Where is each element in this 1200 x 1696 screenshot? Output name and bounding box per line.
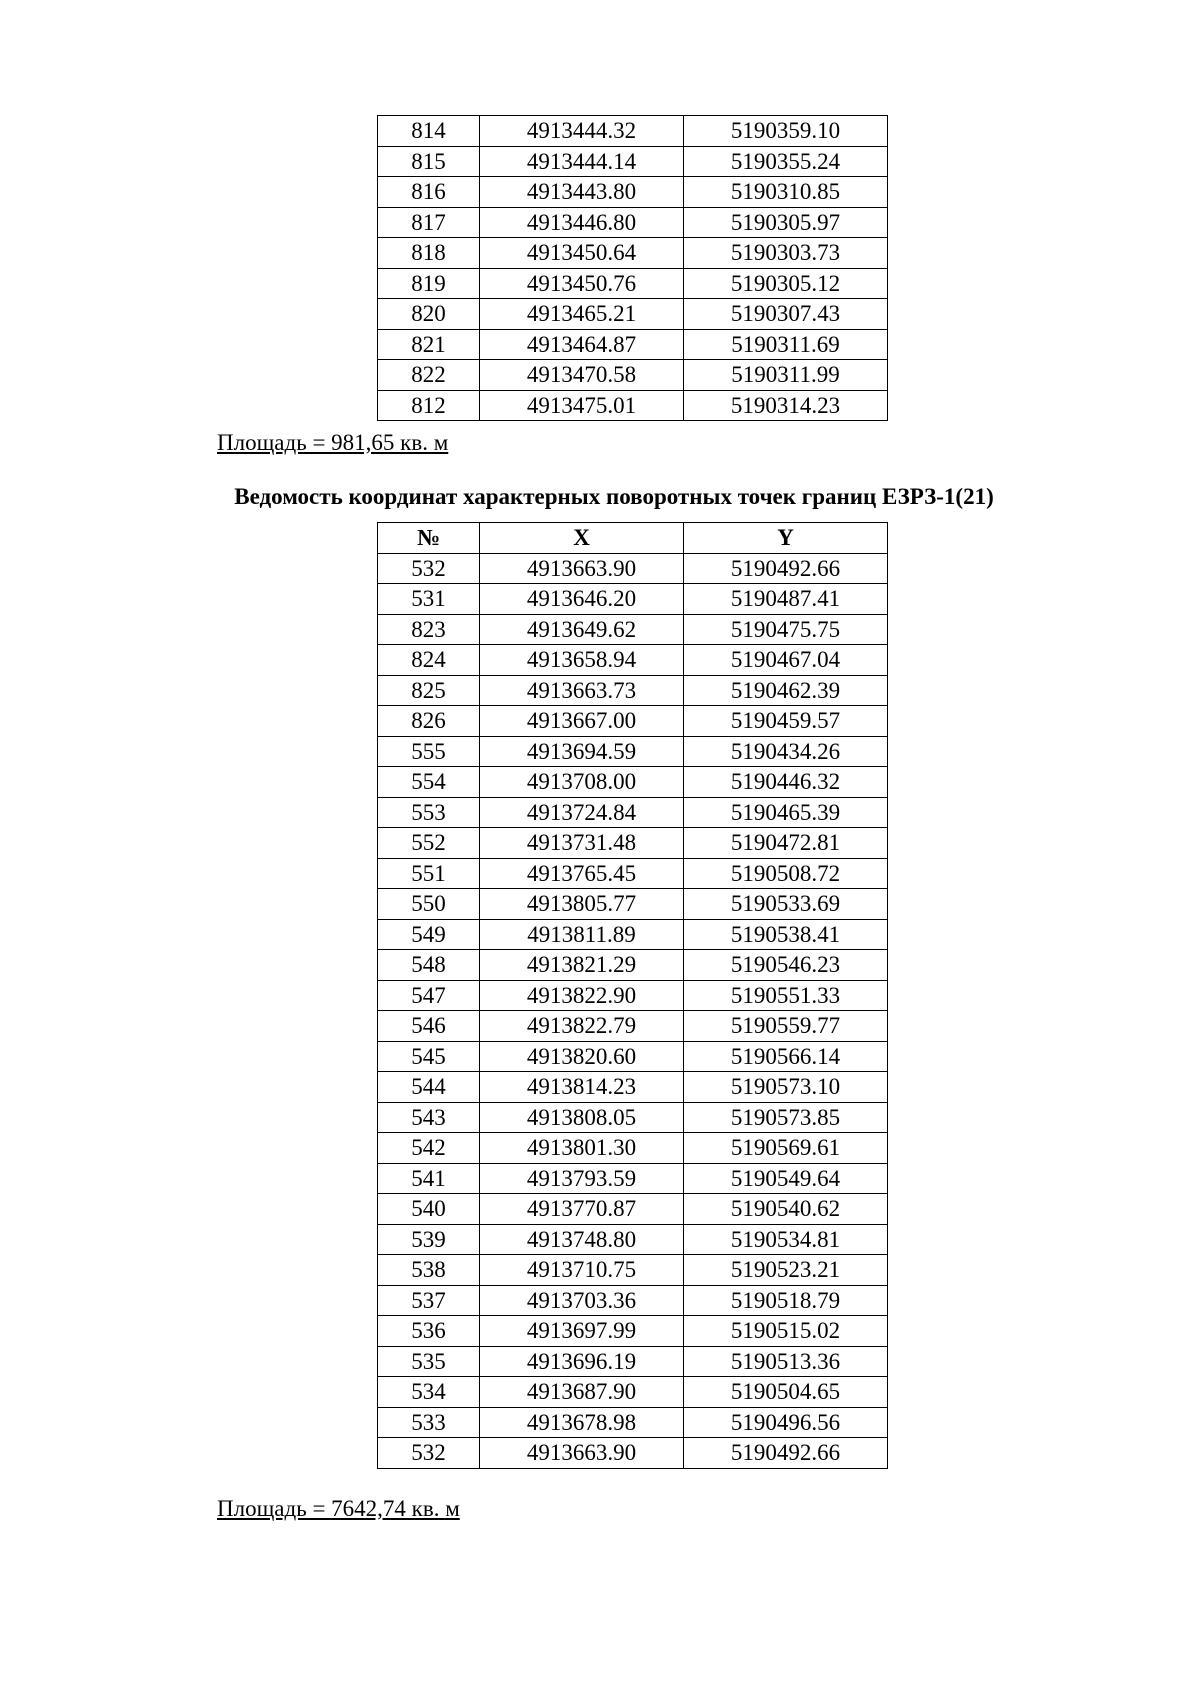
y-coordinate-cell: 5190569.61 bbox=[684, 1133, 888, 1164]
table-row bbox=[378, 553, 888, 584]
table-row bbox=[378, 706, 888, 737]
point-number-cell: 817 bbox=[378, 207, 480, 238]
y-coordinate-cell: 5190359.10 bbox=[684, 116, 888, 147]
point-number-cell: 532 bbox=[378, 553, 480, 584]
x-coordinate-cell: 4913663.73 bbox=[480, 675, 684, 706]
y-coordinate-cell: 5190462.39 bbox=[684, 675, 888, 706]
y-coordinate-cell: 5190504.65 bbox=[684, 1377, 888, 1408]
table-row bbox=[378, 767, 888, 798]
point-number-cell: 542 bbox=[378, 1133, 480, 1164]
x-coordinate-cell: 4913464.87 bbox=[480, 329, 684, 360]
y-coordinate-cell: 5190311.99 bbox=[684, 360, 888, 391]
point-number-cell: 554 bbox=[378, 767, 480, 798]
x-coordinate-cell: 4913470.58 bbox=[480, 360, 684, 391]
point-number-cell: 536 bbox=[378, 1316, 480, 1347]
point-number-cell: 814 bbox=[378, 116, 480, 147]
x-coordinate-cell: 4913808.05 bbox=[480, 1102, 684, 1133]
table-row bbox=[378, 1285, 888, 1316]
y-coordinate-cell: 5190472.81 bbox=[684, 828, 888, 859]
point-number-cell: 533 bbox=[378, 1407, 480, 1438]
header-row bbox=[378, 523, 888, 554]
x-coordinate-cell: 4913793.59 bbox=[480, 1163, 684, 1194]
y-coordinate-cell: 5190314.23 bbox=[684, 390, 888, 421]
point-number-cell: 824 bbox=[378, 645, 480, 676]
table-heading: Ведомость координат характерных поворотных точек границ ЕЗРЗ-1(21) bbox=[234, 484, 994, 509]
y-coordinate-cell: 5190496.56 bbox=[684, 1407, 888, 1438]
table-row bbox=[378, 919, 888, 950]
area-summary: Площадь = 981,65 кв. м bbox=[217, 430, 449, 455]
point-number-cell: 826 bbox=[378, 706, 480, 737]
x-coordinate-cell: 4913708.00 bbox=[480, 767, 684, 798]
table-row bbox=[378, 950, 888, 981]
x-coordinate-cell: 4913748.80 bbox=[480, 1224, 684, 1255]
x-coordinate-cell: 4913465.21 bbox=[480, 299, 684, 330]
x-coordinate-cell: 4913667.00 bbox=[480, 706, 684, 737]
table-row bbox=[378, 1133, 888, 1164]
point-number-cell: 549 bbox=[378, 919, 480, 950]
point-number-cell: 820 bbox=[378, 299, 480, 330]
y-coordinate-cell: 5190566.14 bbox=[684, 1041, 888, 1072]
coordinates-table-continued bbox=[377, 115, 888, 421]
y-coordinate-cell: 5190311.69 bbox=[684, 329, 888, 360]
x-coordinate-cell: 4913822.90 bbox=[480, 980, 684, 1011]
table-row bbox=[378, 207, 888, 238]
point-number-cell: 551 bbox=[378, 858, 480, 889]
table-row bbox=[378, 858, 888, 889]
point-number-cell: 538 bbox=[378, 1255, 480, 1286]
y-coordinate-cell: 5190518.79 bbox=[684, 1285, 888, 1316]
x-coordinate-cell: 4913765.45 bbox=[480, 858, 684, 889]
x-coordinate-cell: 4913814.23 bbox=[480, 1072, 684, 1103]
table-row bbox=[378, 1102, 888, 1133]
table-row bbox=[378, 1255, 888, 1286]
table-row bbox=[378, 329, 888, 360]
y-coordinate-cell: 5190533.69 bbox=[684, 889, 888, 920]
point-number-cell: 548 bbox=[378, 950, 480, 981]
point-number-cell: 546 bbox=[378, 1011, 480, 1042]
y-coordinate-cell: 5190523.21 bbox=[684, 1255, 888, 1286]
table-row bbox=[378, 1041, 888, 1072]
coordinates-table-body bbox=[378, 116, 888, 421]
y-coordinate-cell: 5190465.39 bbox=[684, 797, 888, 828]
x-coordinate-cell: 4913820.60 bbox=[480, 1041, 684, 1072]
point-number-cell: 812 bbox=[378, 390, 480, 421]
table-row bbox=[378, 980, 888, 1011]
point-number-cell: 552 bbox=[378, 828, 480, 859]
y-coordinate-cell: 5190538.41 bbox=[684, 919, 888, 950]
x-coordinate-cell: 4913443.80 bbox=[480, 177, 684, 208]
point-number-cell: 541 bbox=[378, 1163, 480, 1194]
point-number-cell: 816 bbox=[378, 177, 480, 208]
coordinates-table-ezrz bbox=[377, 522, 888, 1469]
table-row bbox=[378, 177, 888, 208]
table-row bbox=[378, 268, 888, 299]
table-row bbox=[378, 584, 888, 615]
table-row bbox=[378, 1316, 888, 1347]
table-row bbox=[378, 889, 888, 920]
table-row bbox=[378, 645, 888, 676]
column-header-x: X bbox=[480, 523, 684, 554]
table-row bbox=[378, 736, 888, 767]
x-coordinate-cell: 4913444.32 bbox=[480, 116, 684, 147]
y-coordinate-cell: 5190559.77 bbox=[684, 1011, 888, 1042]
y-coordinate-cell: 5190303.73 bbox=[684, 238, 888, 269]
y-coordinate-cell: 5190475.75 bbox=[684, 614, 888, 645]
y-coordinate-cell: 5190459.57 bbox=[684, 706, 888, 737]
y-coordinate-cell: 5190492.66 bbox=[684, 1438, 888, 1469]
table-row bbox=[378, 1346, 888, 1377]
y-coordinate-cell: 5190467.04 bbox=[684, 645, 888, 676]
point-number-cell: 547 bbox=[378, 980, 480, 1011]
table-row bbox=[378, 360, 888, 391]
point-number-cell: 822 bbox=[378, 360, 480, 391]
x-coordinate-cell: 4913710.75 bbox=[480, 1255, 684, 1286]
point-number-cell: 537 bbox=[378, 1285, 480, 1316]
x-coordinate-cell: 4913658.94 bbox=[480, 645, 684, 676]
y-coordinate-cell: 5190434.26 bbox=[684, 736, 888, 767]
x-coordinate-cell: 4913475.01 bbox=[480, 390, 684, 421]
y-coordinate-cell: 5190513.36 bbox=[684, 1346, 888, 1377]
x-coordinate-cell: 4913450.64 bbox=[480, 238, 684, 269]
y-coordinate-cell: 5190546.23 bbox=[684, 950, 888, 981]
table-row bbox=[378, 675, 888, 706]
table-row bbox=[378, 1011, 888, 1042]
y-coordinate-cell: 5190305.97 bbox=[684, 207, 888, 238]
point-number-cell: 823 bbox=[378, 614, 480, 645]
area-summary: Площадь = 7642,74 кв. м bbox=[217, 1496, 460, 1521]
table-row bbox=[378, 797, 888, 828]
point-number-cell: 553 bbox=[378, 797, 480, 828]
x-coordinate-cell: 4913731.48 bbox=[480, 828, 684, 859]
point-number-cell: 543 bbox=[378, 1102, 480, 1133]
point-number-cell: 815 bbox=[378, 146, 480, 177]
table-row bbox=[378, 828, 888, 859]
column-header-number: № bbox=[378, 523, 480, 554]
table-row bbox=[378, 1438, 888, 1469]
point-number-cell: 539 bbox=[378, 1224, 480, 1255]
point-number-cell: 821 bbox=[378, 329, 480, 360]
y-coordinate-cell: 5190549.64 bbox=[684, 1163, 888, 1194]
y-coordinate-cell: 5190307.43 bbox=[684, 299, 888, 330]
y-coordinate-cell: 5190492.66 bbox=[684, 553, 888, 584]
point-number-cell: 531 bbox=[378, 584, 480, 615]
x-coordinate-cell: 4913770.87 bbox=[480, 1194, 684, 1225]
y-coordinate-cell: 5190446.32 bbox=[684, 767, 888, 798]
y-coordinate-cell: 5190540.62 bbox=[684, 1194, 888, 1225]
point-number-cell: 555 bbox=[378, 736, 480, 767]
table-row bbox=[378, 1163, 888, 1194]
x-coordinate-cell: 4913678.98 bbox=[480, 1407, 684, 1438]
point-number-cell: 534 bbox=[378, 1377, 480, 1408]
x-coordinate-cell: 4913649.62 bbox=[480, 614, 684, 645]
x-coordinate-cell: 4913444.14 bbox=[480, 146, 684, 177]
table-row bbox=[378, 390, 888, 421]
x-coordinate-cell: 4913811.89 bbox=[480, 919, 684, 950]
x-coordinate-cell: 4913446.80 bbox=[480, 207, 684, 238]
table-row bbox=[378, 1377, 888, 1408]
point-number-cell: 540 bbox=[378, 1194, 480, 1225]
x-coordinate-cell: 4913687.90 bbox=[480, 1377, 684, 1408]
table-row bbox=[378, 238, 888, 269]
point-number-cell: 535 bbox=[378, 1346, 480, 1377]
x-coordinate-cell: 4913703.36 bbox=[480, 1285, 684, 1316]
y-coordinate-cell: 5190355.24 bbox=[684, 146, 888, 177]
table-header bbox=[378, 523, 888, 554]
point-number-cell: 819 bbox=[378, 268, 480, 299]
x-coordinate-cell: 4913805.77 bbox=[480, 889, 684, 920]
x-coordinate-cell: 4913663.90 bbox=[480, 1438, 684, 1469]
table-row bbox=[378, 1224, 888, 1255]
table-row bbox=[378, 116, 888, 147]
point-number-cell: 544 bbox=[378, 1072, 480, 1103]
x-coordinate-cell: 4913450.76 bbox=[480, 268, 684, 299]
coordinates-table-body bbox=[378, 553, 888, 1468]
x-coordinate-cell: 4913694.59 bbox=[480, 736, 684, 767]
x-coordinate-cell: 4913697.99 bbox=[480, 1316, 684, 1347]
x-coordinate-cell: 4913663.90 bbox=[480, 553, 684, 584]
x-coordinate-cell: 4913696.19 bbox=[480, 1346, 684, 1377]
x-coordinate-cell: 4913801.30 bbox=[480, 1133, 684, 1164]
table-row bbox=[378, 146, 888, 177]
point-number-cell: 545 bbox=[378, 1041, 480, 1072]
y-coordinate-cell: 5190305.12 bbox=[684, 268, 888, 299]
table-row bbox=[378, 299, 888, 330]
column-header-y: Y bbox=[684, 523, 888, 554]
y-coordinate-cell: 5190508.72 bbox=[684, 858, 888, 889]
point-number-cell: 532 bbox=[378, 1438, 480, 1469]
x-coordinate-cell: 4913646.20 bbox=[480, 584, 684, 615]
y-coordinate-cell: 5190515.02 bbox=[684, 1316, 888, 1347]
table-row bbox=[378, 614, 888, 645]
y-coordinate-cell: 5190310.85 bbox=[684, 177, 888, 208]
x-coordinate-cell: 4913822.79 bbox=[480, 1011, 684, 1042]
table-row bbox=[378, 1072, 888, 1103]
point-number-cell: 825 bbox=[378, 675, 480, 706]
y-coordinate-cell: 5190551.33 bbox=[684, 980, 888, 1011]
point-number-cell: 550 bbox=[378, 889, 480, 920]
table-row bbox=[378, 1407, 888, 1438]
y-coordinate-cell: 5190573.85 bbox=[684, 1102, 888, 1133]
table-row bbox=[378, 1194, 888, 1225]
point-number-cell: 818 bbox=[378, 238, 480, 269]
y-coordinate-cell: 5190534.81 bbox=[684, 1224, 888, 1255]
x-coordinate-cell: 4913724.84 bbox=[480, 797, 684, 828]
y-coordinate-cell: 5190573.10 bbox=[684, 1072, 888, 1103]
x-coordinate-cell: 4913821.29 bbox=[480, 950, 684, 981]
y-coordinate-cell: 5190487.41 bbox=[684, 584, 888, 615]
